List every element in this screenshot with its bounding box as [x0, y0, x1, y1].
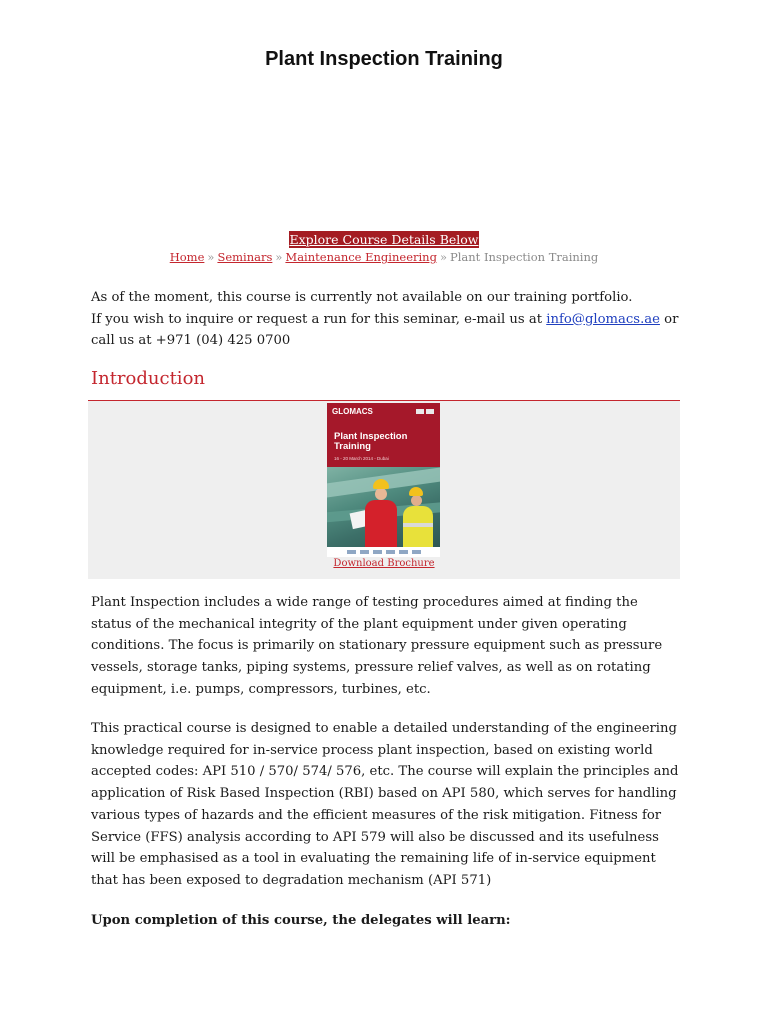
breadcrumb-home[interactable]: Home: [169, 250, 205, 264]
notice-line2-prefix: If you wish to inquire or request a run for this seminar, e-mail us at: [91, 311, 547, 327]
brochure-panel: [88, 401, 680, 579]
brochure-footer-logos: [327, 547, 440, 557]
explore-course-details-link[interactable]: Explore Course Details Below: [289, 232, 479, 247]
notice-line1: As of the moment, this course is currently not available on our training portfolio.: [91, 290, 633, 305]
breadcrumb: [0, 250, 768, 264]
brochure-cover-image[interactable]: [327, 403, 440, 557]
brochure-brand: GLOMACS: [332, 407, 373, 416]
brochure-badges: [416, 409, 434, 414]
breadcrumb-current: Plant Inspection Training: [450, 250, 599, 264]
download-brochure-link[interactable]: Download Brochure: [333, 558, 435, 569]
breadcrumb-separator: »: [207, 250, 215, 264]
breadcrumb-separator: »: [439, 250, 447, 264]
brochure-photo: [327, 467, 440, 547]
learning-outcomes-heading: Upon completion of this course, the delegates will learn:: [91, 913, 511, 928]
page-title: Plant Inspection Training: [265, 48, 503, 70]
email-link[interactable]: info@glomacs.ae: [546, 311, 660, 327]
availability-notice: [91, 287, 681, 352]
intro-paragraph-2: This practical course is designed to enable a detailed understanding of the engineering knowledge required for in-service process plant inspection, based on existing world accepted codes: API 510 / 570/ 574/ 576, etc. The course will explain the principles and application of Risk Based Inspection (RBI) based on API 580, which serves for handling various types of hazards and the efficient measures of the risk mitigation. Fitness for Service (FFS) analysis according to API 579 will also be discussed and its usefulness will be emphasised as a tool in evaluating the remaining life of in-service equipment that has been exposed to degradation mechanism (API 571): [91, 721, 679, 888]
brochure-title: Plant Inspection Training: [334, 431, 408, 452]
intro-paragraph-1: Plant Inspection includes a wide range of testing procedures aimed at finding the status of the mechanical integrity of the plant equipment under given operating conditions. The focus is primarily on stationary pressure equipment such as pressure vessels, storage tanks, piping systems, pressure relief valves, as well as on rotating equipment, i.e. pumps, compressors, turbines, etc.: [91, 595, 663, 697]
brochure-dates: 16 - 20 March 2014 - Dubai: [334, 456, 389, 461]
breadcrumb-seminars[interactable]: Seminars: [217, 250, 273, 264]
breadcrumb-separator: »: [275, 250, 283, 264]
notice-line2-suffix: or call us at +971 (04) 425 0700: [91, 311, 679, 348]
introduction-heading: Introduction: [91, 368, 205, 389]
breadcrumb-maintenance-engineering[interactable]: Maintenance Engineering: [285, 250, 437, 264]
